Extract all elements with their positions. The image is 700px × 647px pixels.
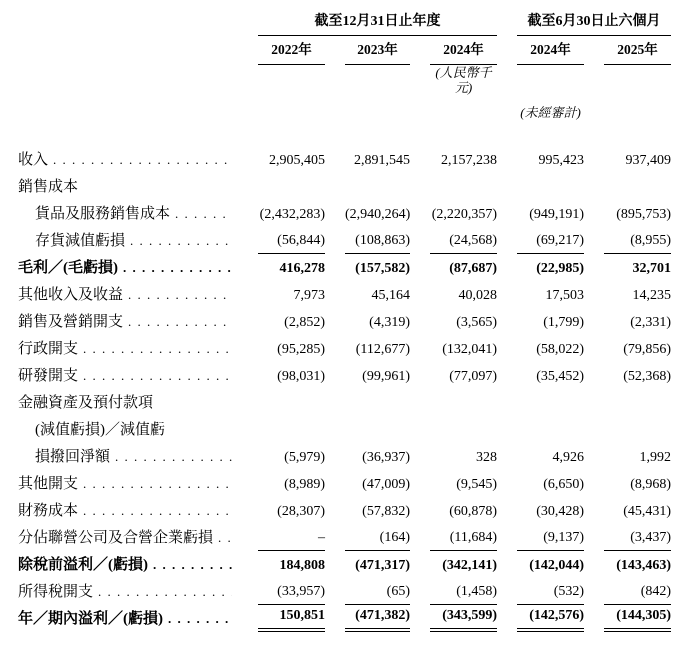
cell-value: (65) [345, 583, 410, 605]
column-header-2024: 2024年 [430, 36, 517, 65]
table-row-cost-goods-services [18, 200, 671, 227]
row-label: 其他收入及收益 [18, 287, 124, 303]
cell-value: (142,044) [529, 558, 585, 573]
table-row-administrative [18, 335, 671, 362]
row-label-wrap [18, 178, 258, 200]
row-label-wrap [18, 421, 258, 443]
row-label-wrap [18, 502, 258, 524]
cell-value: (58,022) [536, 342, 585, 357]
row-label-wrap [18, 205, 258, 227]
dot-leader [83, 340, 232, 358]
cell-value: (57,832) [362, 504, 410, 519]
cell-value: (2,940,264) [345, 207, 411, 222]
unaudited-note-cell [517, 97, 604, 122]
table-row-impairment-continuation [18, 416, 671, 443]
row-label-wrap [18, 475, 258, 497]
cell-value: (45,431) [623, 504, 672, 519]
row-label: 金融資產及預付款項 [18, 395, 154, 411]
cell-value: 40,028 [458, 288, 498, 303]
table-row-finance-costs [18, 497, 671, 524]
row-label: 研發開支 [18, 368, 79, 384]
year-header-row [18, 36, 671, 65]
row-label: 收入 [18, 152, 49, 168]
row-label-wrap [18, 529, 258, 551]
dot-leader [83, 367, 232, 385]
cell-value: (2,220,357) [431, 207, 498, 222]
cell-value: (1,799) [543, 315, 585, 330]
row-label-wrap [18, 610, 258, 632]
dot-leader [83, 502, 232, 520]
row-label: 其他開支 [18, 476, 79, 492]
dot-leader [218, 529, 232, 547]
cell-value: 328 [476, 450, 498, 465]
currency-note: (人民幣千元) [435, 65, 492, 95]
dot-leader [153, 556, 232, 574]
cell-value: (99,961) [362, 369, 410, 384]
period-group-interim [517, 10, 671, 36]
cell-value: (895,753) [616, 207, 672, 222]
cell-value: (5,979) [284, 450, 325, 465]
dot-leader [128, 313, 232, 331]
header-spacer [604, 97, 671, 122]
currency-note-row [18, 65, 671, 97]
cell-value: (56,844) [258, 232, 325, 254]
cell-value: 995,423 [538, 153, 585, 168]
dot-leader [128, 286, 232, 304]
cell-value: (69,217) [517, 232, 584, 254]
table-row-other-expenses [18, 470, 671, 497]
row-label-wrap [18, 448, 258, 470]
cell-value: (9,137) [517, 529, 584, 551]
header-gap [18, 122, 671, 146]
row-label: 所得稅開支 [18, 584, 94, 600]
table-row-gross-profit [18, 254, 671, 281]
header-spacer [18, 97, 517, 122]
cell-value: (98,031) [277, 369, 325, 384]
cell-value: (3,565) [456, 315, 498, 330]
dot-leader [83, 475, 232, 493]
row-label: 銷售成本 [18, 179, 79, 195]
cell-value: (8,955) [604, 232, 671, 254]
cell-value: (132,041) [442, 342, 498, 357]
row-label-wrap [18, 394, 258, 416]
table-row-impairment-reversal-net [18, 443, 671, 470]
period-group-annual [258, 10, 517, 36]
dot-leader [98, 583, 232, 601]
table-row-share-of-losses [18, 524, 671, 551]
cell-value: (108,863) [345, 232, 410, 254]
period-group-interim-label: 截至6月30日止六個月 [517, 13, 671, 36]
unaudited-note: (未經審計) [520, 105, 581, 120]
column-header-2025-interim: 2025年 [604, 36, 671, 65]
dot-leader [53, 151, 232, 169]
cell-value: 416,278 [279, 261, 325, 276]
cell-value: (471,317) [355, 558, 410, 573]
currency-note-cell [430, 65, 517, 97]
cell-value: (22,985) [536, 261, 585, 276]
cell-value: (60,878) [449, 504, 498, 519]
cell-value: (2,852) [284, 315, 325, 330]
cell-value: (11,684) [430, 529, 497, 551]
cell-value: 184,808 [279, 558, 325, 573]
cell-value: (471,382) [345, 607, 410, 632]
cell-value: (842) [604, 583, 671, 605]
cell-value: 45,164 [371, 288, 410, 303]
dot-leader [130, 232, 232, 250]
cell-value: (8,989) [284, 477, 325, 492]
row-label: 貨品及服務銷售成本 [35, 206, 171, 222]
row-label-wrap [18, 556, 258, 578]
row-label: 行政開支 [18, 341, 79, 357]
cell-value: 14,235 [632, 288, 672, 303]
period-group-row [18, 10, 671, 36]
cell-value: (79,856) [623, 342, 672, 357]
table-row-income-tax [18, 578, 671, 605]
column-header-2023: 2023年 [345, 36, 430, 65]
header-spacer [18, 36, 258, 65]
cell-value: (24,568) [430, 232, 497, 254]
cell-value: (35,452) [536, 369, 585, 384]
row-label: 銷售及營銷開支 [18, 314, 124, 330]
cell-value: 2,891,545 [354, 153, 410, 168]
cell-value: (2,432,283) [259, 207, 325, 222]
table-row-profit-for-period [18, 605, 671, 632]
row-label: (減值虧損)／減值虧 [35, 422, 165, 438]
cell-value: (157,582) [355, 261, 410, 276]
cell-value: (143,463) [616, 558, 672, 573]
row-label-wrap [18, 313, 258, 335]
header-spacer [517, 65, 671, 97]
cell-value: (112,677) [355, 342, 410, 357]
cell-value: – [258, 529, 325, 551]
cell-value: 2,157,238 [441, 153, 498, 168]
dot-leader [123, 259, 232, 277]
cell-value: (87,687) [449, 261, 498, 276]
row-label: 財務成本 [18, 503, 79, 519]
period-group-annual-label: 截至12月31日止年度 [258, 13, 497, 36]
table-row-inventory-impairment [18, 227, 671, 254]
cell-value: (3,437) [604, 529, 671, 551]
row-label: 分佔聯營公司及合營企業虧損 [18, 530, 214, 546]
cell-value: (52,368) [623, 369, 672, 384]
cell-value: (30,428) [536, 504, 585, 519]
cell-value: (949,191) [529, 207, 585, 222]
row-label-wrap [18, 340, 258, 362]
cell-value: 1,992 [639, 450, 672, 465]
header-spacer [18, 10, 258, 36]
table-body [18, 146, 671, 632]
cell-value: 17,503 [545, 288, 585, 303]
column-header-2022: 2022年 [258, 36, 345, 65]
dot-leader [168, 610, 232, 628]
cell-value: (6,650) [543, 477, 585, 492]
row-label-wrap [18, 232, 258, 254]
row-label: 年／期內溢利／(虧損) [18, 611, 163, 627]
table-row-profit-before-tax [18, 551, 671, 578]
row-label-wrap [18, 151, 258, 173]
header-gap-row [18, 122, 671, 146]
cell-value: 32,701 [632, 261, 672, 276]
cell-value: (47,009) [362, 477, 410, 492]
unaudited-note-row [18, 97, 671, 122]
row-label: 毛利／(毛虧損) [18, 260, 118, 276]
row-label: 除稅前溢利／(虧損) [18, 557, 148, 573]
cell-value: (33,957) [258, 583, 325, 605]
cell-value: 7,973 [293, 288, 325, 303]
cell-value: (2,331) [630, 315, 672, 330]
cell-value: (342,141) [442, 558, 498, 573]
row-label-wrap [18, 583, 258, 605]
column-header-2024-interim: 2024年 [517, 36, 604, 65]
row-label: 存貨減值虧損 [35, 233, 126, 249]
table-row-selling-marketing [18, 308, 671, 335]
row-label-wrap [18, 286, 258, 308]
table-header [18, 10, 671, 146]
row-label-wrap [18, 367, 258, 389]
row-label: 損撥回淨額 [35, 449, 111, 465]
cell-value: (1,458) [430, 583, 497, 605]
cell-value: (77,097) [449, 369, 498, 384]
table-row-cost-of-sales-heading [18, 173, 671, 200]
cell-value: 150,851 [258, 607, 325, 632]
cell-value: (9,545) [456, 477, 498, 492]
cell-value: 2,905,405 [269, 153, 325, 168]
cell-value: (95,285) [277, 342, 325, 357]
dot-leader [175, 205, 232, 223]
table-row-rnd [18, 362, 671, 389]
row-label-wrap [18, 259, 258, 281]
table-row-revenue [18, 146, 671, 173]
header-spacer [18, 65, 430, 97]
cell-value: (28,307) [277, 504, 325, 519]
table-row-financial-assets-heading [18, 389, 671, 416]
cell-value: (4,319) [369, 315, 410, 330]
cell-value: 4,926 [552, 450, 585, 465]
cell-value: (8,968) [630, 477, 672, 492]
cell-value: 937,409 [625, 153, 672, 168]
cell-value: (36,937) [362, 450, 410, 465]
cell-value: (142,576) [517, 607, 584, 632]
table-row-other-income [18, 281, 671, 308]
income-statement-table [18, 10, 671, 632]
cell-value: (144,305) [604, 607, 671, 632]
cell-value: (532) [517, 583, 584, 605]
cell-value: (164) [345, 529, 410, 551]
dot-leader [115, 448, 232, 466]
cell-value: (343,599) [430, 607, 497, 632]
